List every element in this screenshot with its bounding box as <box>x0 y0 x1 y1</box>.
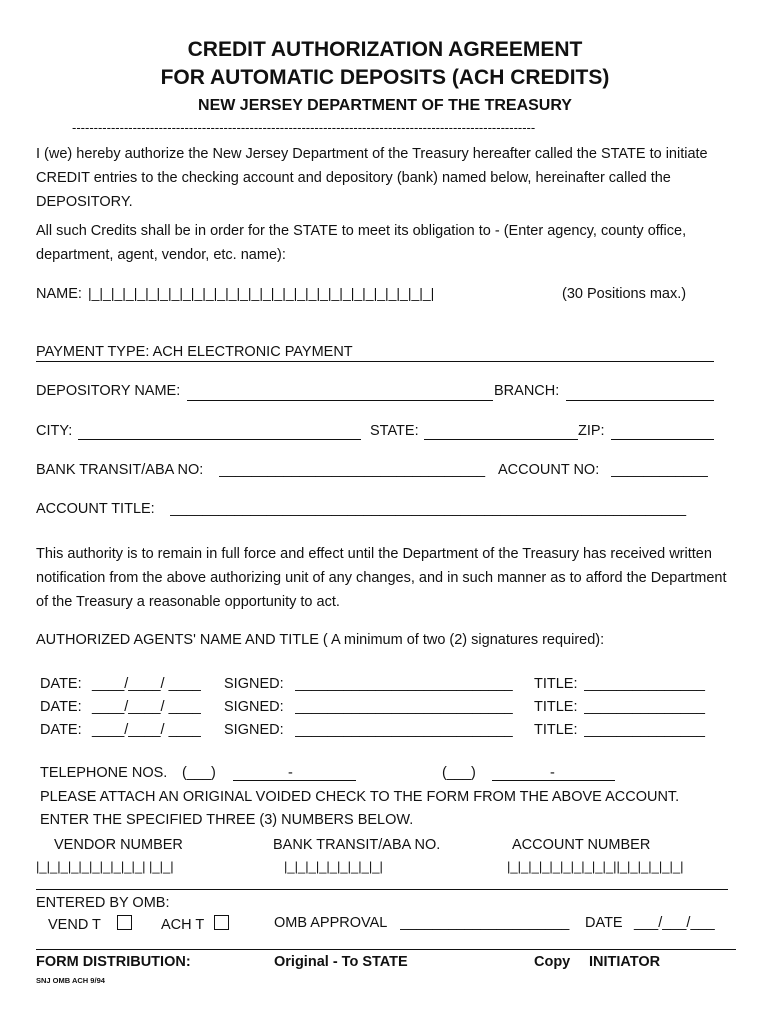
obligation-paragraph: All such Credits shall be in order for the STATE to meet its obligation to - (Enter agency, county office, department, agent, vendor, etc. name): <box>36 223 687 263</box>
account-number-boxes[interactable]: |_|_|_|_|_|_|_|_|_|_||_|_|_|_|_|_| <box>507 859 684 874</box>
signed-label: SIGNED: <box>224 676 284 692</box>
telephone-area-code-2[interactable]: (___) <box>442 765 476 781</box>
bank-transit-aba-label: BANK TRANSIT/ABA NO. <box>273 837 441 853</box>
distribution-copy: Copy <box>534 954 571 970</box>
dash-separator: ----------------------------------------------------------------------------------------------------------- <box>72 120 536 135</box>
date-field[interactable]: ____/____/ ____ <box>92 722 201 738</box>
attach-check-instruction: PLEASE ATTACH AN ORIGINAL VOIDED CHECK TO THE FORM FROM THE ABOVE ACCOUNT. <box>40 789 680 805</box>
zip-label: ZIP: <box>578 423 605 439</box>
payment-type-label: PAYMENT TYPE: ACH ELECTRONIC PAYMENT <box>36 344 353 360</box>
branch-label: BRANCH: <box>494 383 560 399</box>
depository-name-field[interactable] <box>187 400 493 401</box>
omb-approval-label: OMB APPROVAL <box>274 915 388 931</box>
depository-name-label: DEPOSITORY NAME: <box>36 383 181 399</box>
distribution-initiator: INITIATOR <box>589 954 661 970</box>
bank-transit-field[interactable]: _________________________________ <box>219 462 486 478</box>
city-label: CITY: <box>36 423 73 439</box>
ach-t-checkbox-group <box>161 915 229 933</box>
vendor-number-boxes[interactable]: |_|_|_|_|_|_|_|_|_|_| |_|_| <box>36 859 174 874</box>
vend-t-label: VEND T <box>48 917 101 933</box>
title-field[interactable]: _______________ <box>584 722 705 738</box>
name-label: NAME: <box>36 286 82 302</box>
telephone-area-code-1[interactable]: (___) <box>182 765 216 781</box>
omb-approval-field[interactable]: _____________________ <box>400 915 570 931</box>
vendor-number-label: VENDOR NUMBER <box>54 837 183 853</box>
form-distribution-label: FORM DISTRIBUTION: <box>36 954 191 970</box>
ach-t-checkbox[interactable] <box>214 915 229 930</box>
omb-date-field[interactable]: ___/___/___ <box>634 915 715 931</box>
bank-transit-aba-boxes[interactable]: |_|_|_|_|_|_|_|_|_| <box>284 859 383 874</box>
authority-paragraph: This authority is to remain in full force and effect until the Department of the Treasury has received written notification from the above authorizing unit of any changes, and in such manner as to afford the Department of the Treasury a reasonable opportunity to act. <box>36 546 727 610</box>
name-position-note: (30 Positions max.) <box>562 286 687 302</box>
account-number-label: ACCOUNT NUMBER <box>512 837 651 853</box>
state-field[interactable] <box>424 439 578 440</box>
zip-field[interactable] <box>611 439 714 440</box>
branch-field[interactable] <box>566 400 714 401</box>
footer-divider <box>36 949 736 950</box>
enter-numbers-instruction: ENTER THE SPECIFIED THREE (3) NUMBERS BELOW. <box>40 812 414 828</box>
title-label: TITLE: <box>534 676 578 692</box>
account-no-field[interactable]: ____________ <box>611 462 708 478</box>
section-divider <box>36 889 728 890</box>
form-subtitle: NEW JERSEY DEPARTMENT OF THE TREASURY <box>198 97 572 114</box>
title-label: TITLE: <box>534 699 578 715</box>
signed-field[interactable]: ___________________________ <box>295 676 513 692</box>
city-field[interactable] <box>78 439 361 440</box>
payment-type-underline <box>36 361 714 362</box>
telephone-number-1: - <box>288 765 293 781</box>
form-code: SNJ OMB ACH 9/94 <box>36 976 105 985</box>
account-title-field[interactable]: ________________________________________________________________ <box>170 501 687 517</box>
form-title-line2: FOR AUTOMATIC DEPOSITS (ACH CREDITS) <box>160 66 610 89</box>
form-title-line1: CREDIT AUTHORIZATION AGREEMENT <box>187 38 583 61</box>
account-no-label: ACCOUNT NO: <box>498 462 600 478</box>
account-title-label: ACCOUNT TITLE: <box>36 501 155 517</box>
signed-field[interactable]: ___________________________ <box>295 699 513 715</box>
signed-field[interactable]: ___________________________ <box>295 722 513 738</box>
signed-label: SIGNED: <box>224 722 284 738</box>
signed-label: SIGNED: <box>224 699 284 715</box>
distribution-original: Original - To STATE <box>274 954 408 970</box>
date-field[interactable]: ____/____/ ____ <box>92 676 201 692</box>
date-label: DATE: <box>40 722 82 738</box>
title-label: TITLE: <box>534 722 578 738</box>
intro-paragraph: I (we) hereby authorize the New Jersey Department of the Treasury hereafter called the STATE to initiate CREDIT entries to the checking account and depository (bank) named below, hereinafter called the DEPOSITORY. <box>36 146 708 210</box>
title-field[interactable]: _______________ <box>584 699 705 715</box>
entered-by-omb-label: ENTERED BY OMB: <box>36 895 170 911</box>
ach-t-label: ACH T <box>161 917 205 933</box>
vend-t-checkbox-group <box>48 915 132 933</box>
authorized-agents-heading: AUTHORIZED AGENTS' NAME AND TITLE ( A minimum of two (2) signatures required): <box>36 632 605 648</box>
bank-transit-label: BANK TRANSIT/ABA NO: <box>36 462 204 478</box>
state-label: STATE: <box>370 423 419 439</box>
omb-date-label: DATE <box>585 915 623 931</box>
date-label: DATE: <box>40 676 82 692</box>
telephone-number-1-line[interactable] <box>233 780 356 781</box>
name-input-boxes[interactable]: |_|_|_|_|_|_|_|_|_|_|_|_|_|_|_|_|_|_|_|_|_|_|_|_|_|_|_|_|_|_| <box>88 285 435 301</box>
title-field[interactable]: _______________ <box>584 676 705 692</box>
date-field[interactable]: ____/____/ ____ <box>92 699 201 715</box>
telephone-label: TELEPHONE NOS. <box>40 765 168 781</box>
telephone-number-2: - <box>550 765 555 781</box>
date-label: DATE: <box>40 699 82 715</box>
vend-t-checkbox[interactable] <box>117 915 132 930</box>
